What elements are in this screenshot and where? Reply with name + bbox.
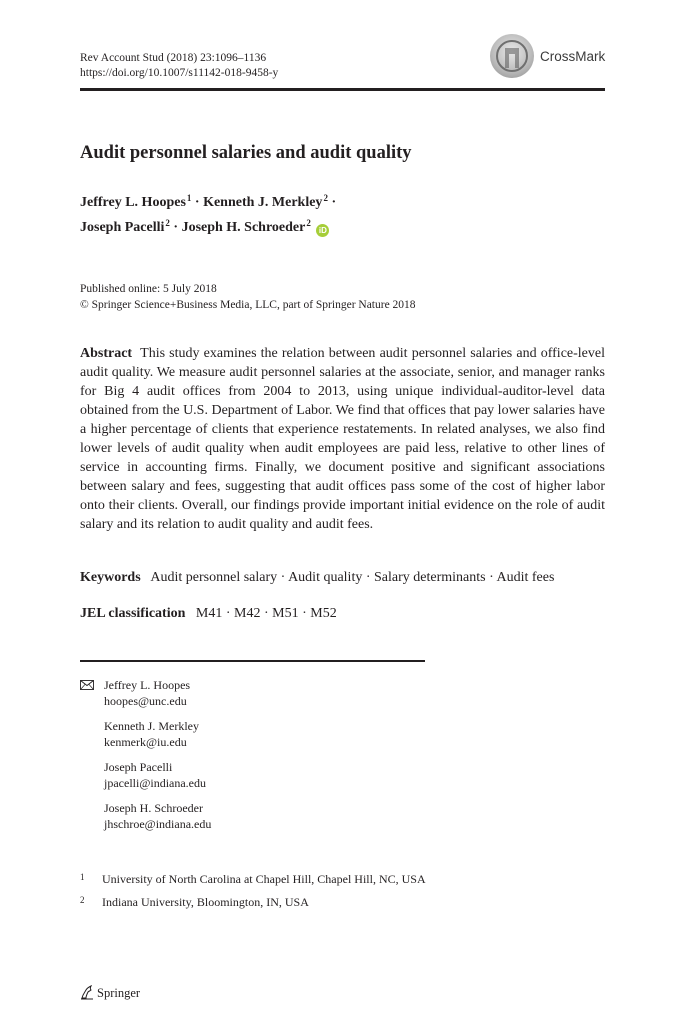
- jel-code: M41: [195, 606, 223, 621]
- author-line-2: [80, 213, 336, 238]
- keyword-separator: ·: [365, 570, 371, 585]
- keyword-separator: ·: [489, 570, 494, 585]
- jel-separator: ·: [302, 606, 307, 621]
- header-rule: [80, 88, 605, 91]
- orcid-icon[interactable]: iD: [316, 224, 329, 237]
- keyword-item: Salary determinants: [374, 570, 486, 585]
- contact-email[interactable]: jpacelli@indiana.edu: [104, 775, 207, 790]
- keyword-item: Audit quality: [288, 570, 363, 585]
- author-affiliation-mark: 1: [186, 193, 192, 203]
- jel-code: M51: [272, 606, 299, 621]
- jel-separator: ·: [225, 606, 231, 621]
- crossmark-badge[interactable]: [490, 34, 610, 82]
- author-separator: ·: [173, 220, 179, 235]
- crossmark-icon: [490, 34, 534, 78]
- jel-code: M52: [310, 606, 337, 621]
- journal-header: [80, 51, 278, 81]
- abstract-text: This study examines the relation between audit personnel salaries and office-level audit quality. We measure audit personnel salaries at the associate, senior, and manager ranks for Big 4 audit offices from 2004 to 2013, using unique individual-auditor-level data obtained from the U.S. Department of Labor. We find that offices that pay lower salaries have a higher percentage of clients that experience restatements. In related analyses, we also find lower levels of audit quality when audit employees are paid less, relative to other lines of service in accounting firms. Finally, we document positive and significant associations between salary and fees, suggesting that audit offices pass some of the cost of higher labor onto their clients. Overall, our findings provide important initial evidence on the role of audit salary and its relation to audit quality and audit fees.: [80, 346, 605, 532]
- author-name[interactable]: Kenneth J. Merkley: [203, 195, 323, 210]
- corresponding-contacts: [104, 678, 211, 842]
- author-name[interactable]: Joseph Pacelli: [80, 220, 165, 235]
- author-affiliation-mark: 2: [306, 218, 311, 228]
- author-affiliation-mark: 2: [165, 218, 170, 228]
- keyword-item: Audit fees: [496, 570, 555, 585]
- contact-name: Jeffrey L. Hoopes: [104, 678, 191, 692]
- author-separator: ·: [194, 195, 200, 210]
- affiliation-number: 1: [80, 872, 85, 882]
- contact-entry: [104, 678, 211, 709]
- contact-email[interactable]: jhschroe@indiana.edu: [104, 816, 212, 831]
- contact-entry: [104, 760, 211, 791]
- envelope-icon: [80, 680, 94, 690]
- author-name[interactable]: Joseph H. Schroeder: [181, 220, 306, 235]
- jel-classification: [80, 604, 337, 623]
- author-name[interactable]: Jeffrey L. Hoopes: [80, 195, 186, 210]
- keyword-item: Audit personnel salary: [150, 570, 278, 585]
- keyword-separator: ·: [280, 570, 286, 585]
- abstract: [80, 344, 605, 534]
- author-line-1: [80, 188, 336, 213]
- jel-separator: ·: [263, 606, 269, 621]
- abstract-label: Abstract: [80, 346, 133, 361]
- publisher-footer: [80, 985, 140, 1001]
- contact-name: Kenneth J. Merkley: [104, 719, 199, 733]
- contact-email[interactable]: kenmerk@iu.edu: [104, 734, 187, 749]
- author-list: [80, 188, 336, 238]
- author-affiliation-mark: 2: [323, 193, 328, 203]
- publication-info: [80, 282, 416, 313]
- keywords-label: Keywords: [80, 570, 141, 585]
- author-separator: ·: [331, 195, 337, 210]
- copyright-notice: © Springer Science+Business Media, LLC, part of Springer Nature 2018: [80, 298, 416, 311]
- doi-link[interactable]: https://doi.org/10.1007/s11142-018-9458-y: [80, 67, 279, 79]
- crossmark-label: CrossMark: [540, 49, 606, 64]
- publisher-name: Springer: [97, 986, 141, 1000]
- springer-horse-icon: [80, 985, 94, 1000]
- jel-code: M42: [234, 606, 261, 621]
- jel-label: JEL classification: [80, 606, 186, 621]
- contact-name: Joseph Pacelli: [104, 760, 173, 774]
- contact-entry: [104, 801, 211, 832]
- keywords: [80, 568, 554, 587]
- affiliation-text: Indiana University, Bloomington, IN, USA: [102, 895, 309, 909]
- contact-name: Joseph H. Schroeder: [104, 801, 203, 815]
- article-title: Audit personnel salaries and audit quality: [80, 143, 412, 163]
- footnote-rule: [80, 660, 425, 662]
- contact-email[interactable]: hoopes@unc.edu: [104, 693, 187, 708]
- affiliation-number: 2: [80, 895, 85, 905]
- published-date: Published online: 5 July 2018: [80, 283, 217, 295]
- contact-entry: [104, 719, 211, 750]
- journal-citation: Rev Account Stud (2018) 23:1096–1136: [80, 52, 267, 64]
- affiliation-text: University of North Carolina at Chapel Hill, Chapel Hill, NC, USA: [102, 872, 426, 886]
